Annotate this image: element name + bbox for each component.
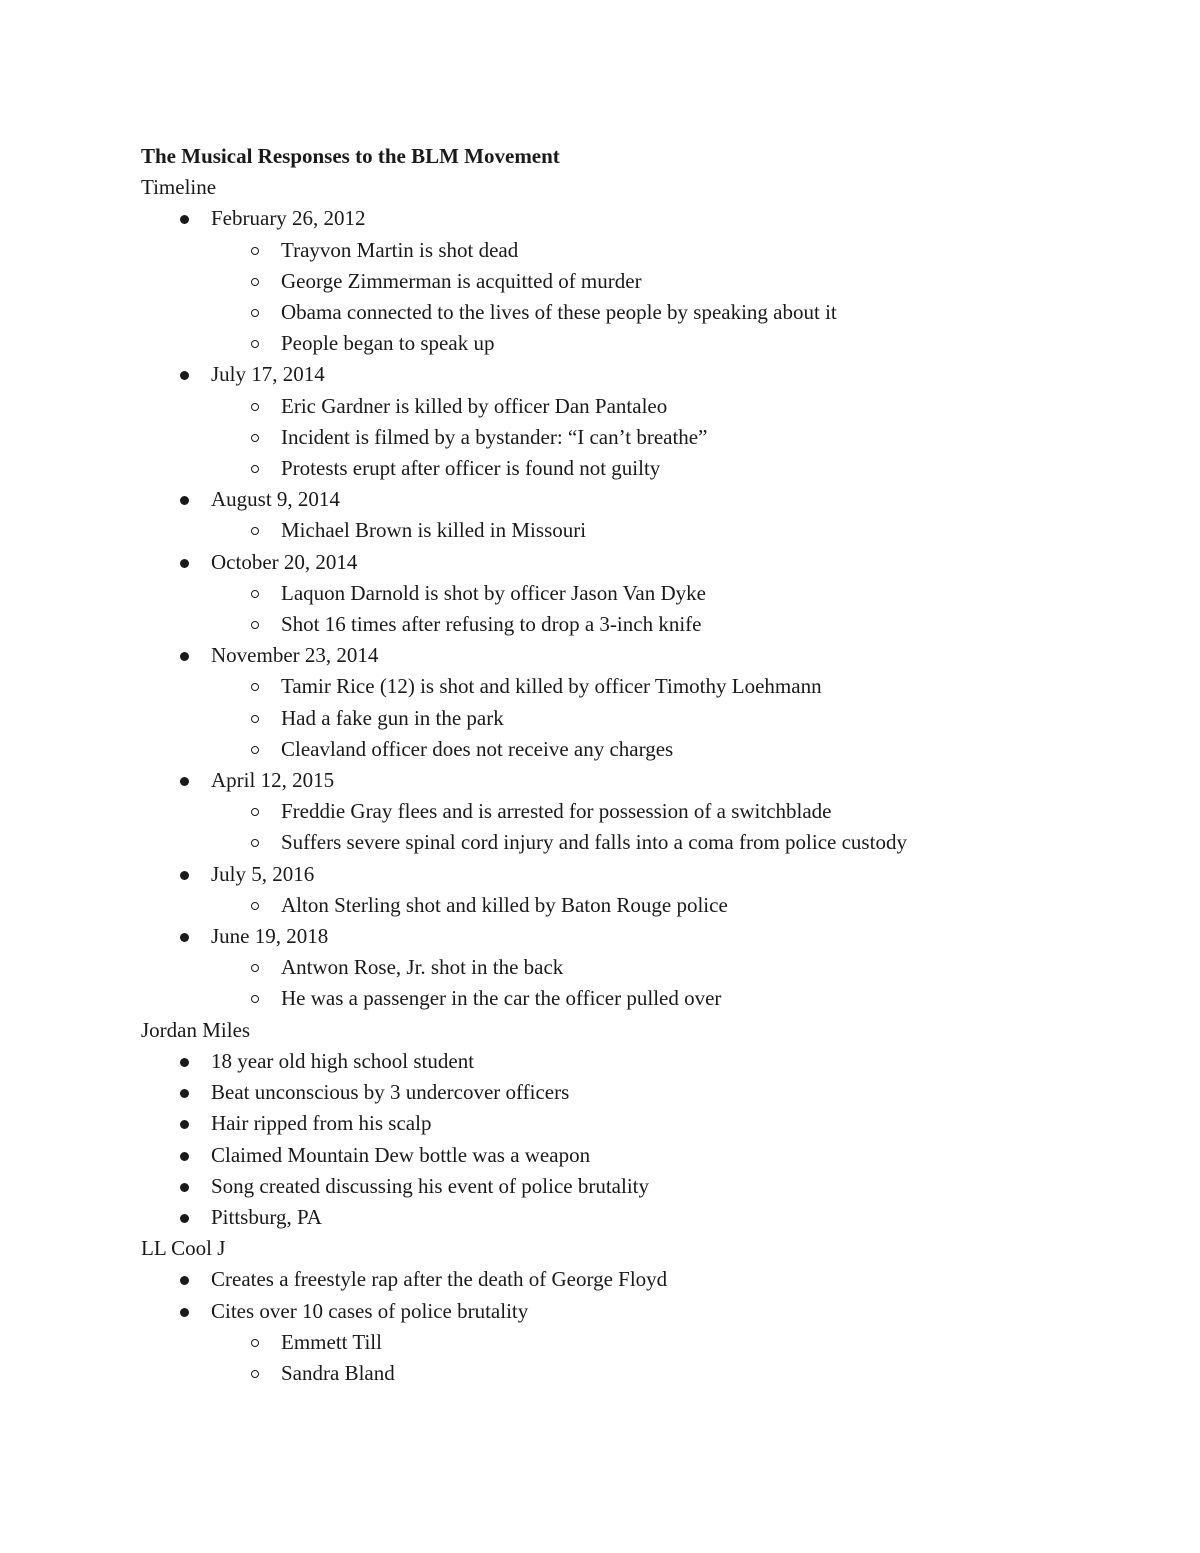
- bullet-list: [141, 203, 1041, 1014]
- sub-list-item-text: Protests erupt after officer is found not guilty: [281, 456, 661, 481]
- hollow-bullet-icon: [251, 683, 259, 691]
- sub-list-item-text: Laquon Darnold is shot by officer Jason Van Dyke: [281, 580, 706, 605]
- list-item-text: June 19, 2018: [211, 924, 329, 949]
- hollow-bullet-icon: [251, 340, 259, 348]
- hollow-bullet-icon: [251, 621, 259, 629]
- outline-section: [141, 1015, 1041, 1233]
- list-item: [141, 1171, 1041, 1202]
- sub-list-item: [211, 297, 1041, 328]
- hollow-bullet-icon: [251, 746, 259, 754]
- hollow-bullet-icon: [251, 527, 259, 535]
- filled-bullet-icon: [180, 1152, 189, 1161]
- sub-list-item: [211, 796, 1041, 827]
- sub-list-item: [211, 671, 1041, 702]
- sub-bullet-list: [211, 890, 1041, 921]
- list-item: [141, 484, 1041, 546]
- sub-list-item: [211, 235, 1041, 266]
- bullet-list: [141, 1264, 1041, 1389]
- sub-list-item-text: Emmett Till: [281, 1329, 382, 1354]
- filled-bullet-icon: [180, 652, 189, 661]
- list-item-text: Pittsburg, PA: [211, 1204, 322, 1229]
- sub-list-item-text: Sandra Bland: [281, 1360, 395, 1385]
- list-item: [141, 1264, 1041, 1295]
- filled-bullet-icon: [180, 215, 189, 224]
- sub-list-item: [211, 609, 1041, 640]
- section-heading: LL Cool J: [141, 1236, 226, 1261]
- sub-list-item-text: Had a fake gun in the park: [281, 705, 504, 730]
- filled-bullet-icon: [180, 933, 189, 942]
- section-heading: Timeline: [141, 175, 217, 200]
- filled-bullet-icon: [180, 496, 189, 505]
- list-item-text: July 5, 2016: [211, 861, 315, 886]
- sub-list-item-text: Shot 16 times after refusing to drop a 3-inch knife: [281, 612, 702, 637]
- sub-list-item: [211, 1358, 1041, 1389]
- hollow-bullet-icon: [251, 964, 259, 972]
- document-title: The Musical Responses to the BLM Movement: [141, 144, 560, 168]
- filled-bullet-icon: [180, 1120, 189, 1129]
- sub-list-item: [211, 1327, 1041, 1358]
- list-item: [141, 547, 1041, 641]
- sub-list-item: [211, 734, 1041, 765]
- list-item-text: Claimed Mountain Dew bottle was a weapon: [211, 1142, 591, 1167]
- hollow-bullet-icon: [251, 309, 259, 317]
- sub-bullet-list: [211, 952, 1041, 1014]
- sub-list-item-text: People began to speak up: [281, 331, 495, 356]
- sub-list-item-text: George Zimmerman is acquitted of murder: [281, 268, 642, 293]
- list-item: [141, 765, 1041, 859]
- sub-bullet-list: [211, 1327, 1041, 1389]
- sub-bullet-list: [211, 515, 1041, 546]
- sub-list-item: [211, 422, 1041, 453]
- sub-bullet-list: [211, 391, 1041, 485]
- list-item-text: April 12, 2015: [211, 768, 335, 793]
- list-item: [141, 203, 1041, 359]
- filled-bullet-icon: [180, 1058, 189, 1067]
- sub-list-item-text: Suffers severe spinal cord injury and falls into a coma from police custody: [281, 830, 907, 855]
- hollow-bullet-icon: [251, 1339, 259, 1347]
- sub-bullet-list: [211, 671, 1041, 765]
- filled-bullet-icon: [180, 1308, 189, 1317]
- list-item-text: Creates a freestyle rap after the death of George Floyd: [211, 1267, 668, 1292]
- sub-bullet-list: [211, 578, 1041, 640]
- list-item: [141, 359, 1041, 484]
- sub-list-item-text: Freddie Gray flees and is arrested for possession of a switchblade: [281, 799, 832, 824]
- sub-list-item-text: Tamir Rice (12) is shot and killed by officer Timothy Loehmann: [281, 674, 822, 699]
- list-item-text: 18 year old high school student: [211, 1048, 475, 1073]
- sub-list-item: [211, 391, 1041, 422]
- sub-list-item-text: Incident is filmed by a bystander: “I can’t breathe”: [281, 424, 708, 449]
- filled-bullet-icon: [180, 1183, 189, 1192]
- filled-bullet-icon: [180, 1089, 189, 1098]
- list-item-text: Cites over 10 cases of police brutality: [211, 1298, 529, 1323]
- outline-section: [141, 1233, 1041, 1389]
- list-item: [141, 1108, 1041, 1139]
- list-item-text: August 9, 2014: [211, 487, 340, 512]
- sub-list-item-text: Alton Sterling shot and killed by Baton Rouge police: [281, 892, 728, 917]
- filled-bullet-icon: [180, 559, 189, 568]
- list-item-text: Song created discussing his event of police brutality: [211, 1173, 649, 1198]
- hollow-bullet-icon: [251, 995, 259, 1003]
- list-item: [141, 1046, 1041, 1077]
- list-item-text: October 20, 2014: [211, 549, 358, 574]
- hollow-bullet-icon: [251, 434, 259, 442]
- list-item: [141, 1202, 1041, 1233]
- list-item-text: February 26, 2012: [211, 206, 366, 231]
- hollow-bullet-icon: [251, 403, 259, 411]
- sub-list-item-text: Trayvon Martin is shot dead: [281, 237, 519, 262]
- list-item: [141, 921, 1041, 1015]
- sub-list-item-text: Obama connected to the lives of these people by speaking about it: [281, 300, 837, 325]
- sub-bullet-list: [211, 235, 1041, 360]
- outline-section: [141, 172, 1041, 1014]
- hollow-bullet-icon: [251, 839, 259, 847]
- sub-list-item: [211, 890, 1041, 921]
- hollow-bullet-icon: [251, 247, 259, 255]
- list-item-text: July 17, 2014: [211, 362, 325, 387]
- filled-bullet-icon: [180, 1214, 189, 1223]
- list-item-text: November 23, 2014: [211, 643, 379, 668]
- sub-list-item: [211, 515, 1041, 546]
- sub-list-item: [211, 266, 1041, 297]
- list-item: [141, 640, 1041, 765]
- sub-list-item: [211, 703, 1041, 734]
- filled-bullet-icon: [180, 777, 189, 786]
- hollow-bullet-icon: [251, 278, 259, 286]
- hollow-bullet-icon: [251, 902, 259, 910]
- list-item: [141, 859, 1041, 921]
- sub-list-item: [211, 952, 1041, 983]
- list-item-text: Beat unconscious by 3 undercover officers: [211, 1080, 570, 1105]
- sub-list-item-text: Cleavland officer does not receive any charges: [281, 736, 674, 761]
- section-heading: Jordan Miles: [141, 1017, 251, 1042]
- outline: [141, 172, 1041, 1389]
- sub-list-item: [211, 328, 1041, 359]
- hollow-bullet-icon: [251, 808, 259, 816]
- hollow-bullet-icon: [251, 590, 259, 598]
- sub-list-item-text: Michael Brown is killed in Missouri: [281, 518, 587, 543]
- filled-bullet-icon: [180, 1276, 189, 1285]
- list-item: [141, 1296, 1041, 1390]
- sub-list-item-text: He was a passenger in the car the officer pulled over: [281, 986, 722, 1011]
- document-body: [141, 141, 1041, 1389]
- filled-bullet-icon: [180, 871, 189, 880]
- hollow-bullet-icon: [251, 715, 259, 723]
- sub-list-item: [211, 453, 1041, 484]
- hollow-bullet-icon: [251, 465, 259, 473]
- sub-list-item: [211, 827, 1041, 858]
- sub-list-item-text: Eric Gardner is killed by officer Dan Pantaleo: [281, 393, 668, 418]
- sub-bullet-list: [211, 796, 1041, 858]
- list-item-text: Hair ripped from his scalp: [211, 1111, 432, 1136]
- hollow-bullet-icon: [251, 1370, 259, 1378]
- sub-list-item-text: Antwon Rose, Jr. shot in the back: [281, 955, 564, 980]
- filled-bullet-icon: [180, 371, 189, 380]
- sub-list-item: [211, 983, 1041, 1014]
- bullet-list: [141, 1046, 1041, 1233]
- list-item: [141, 1077, 1041, 1108]
- list-item: [141, 1140, 1041, 1171]
- sub-list-item: [211, 578, 1041, 609]
